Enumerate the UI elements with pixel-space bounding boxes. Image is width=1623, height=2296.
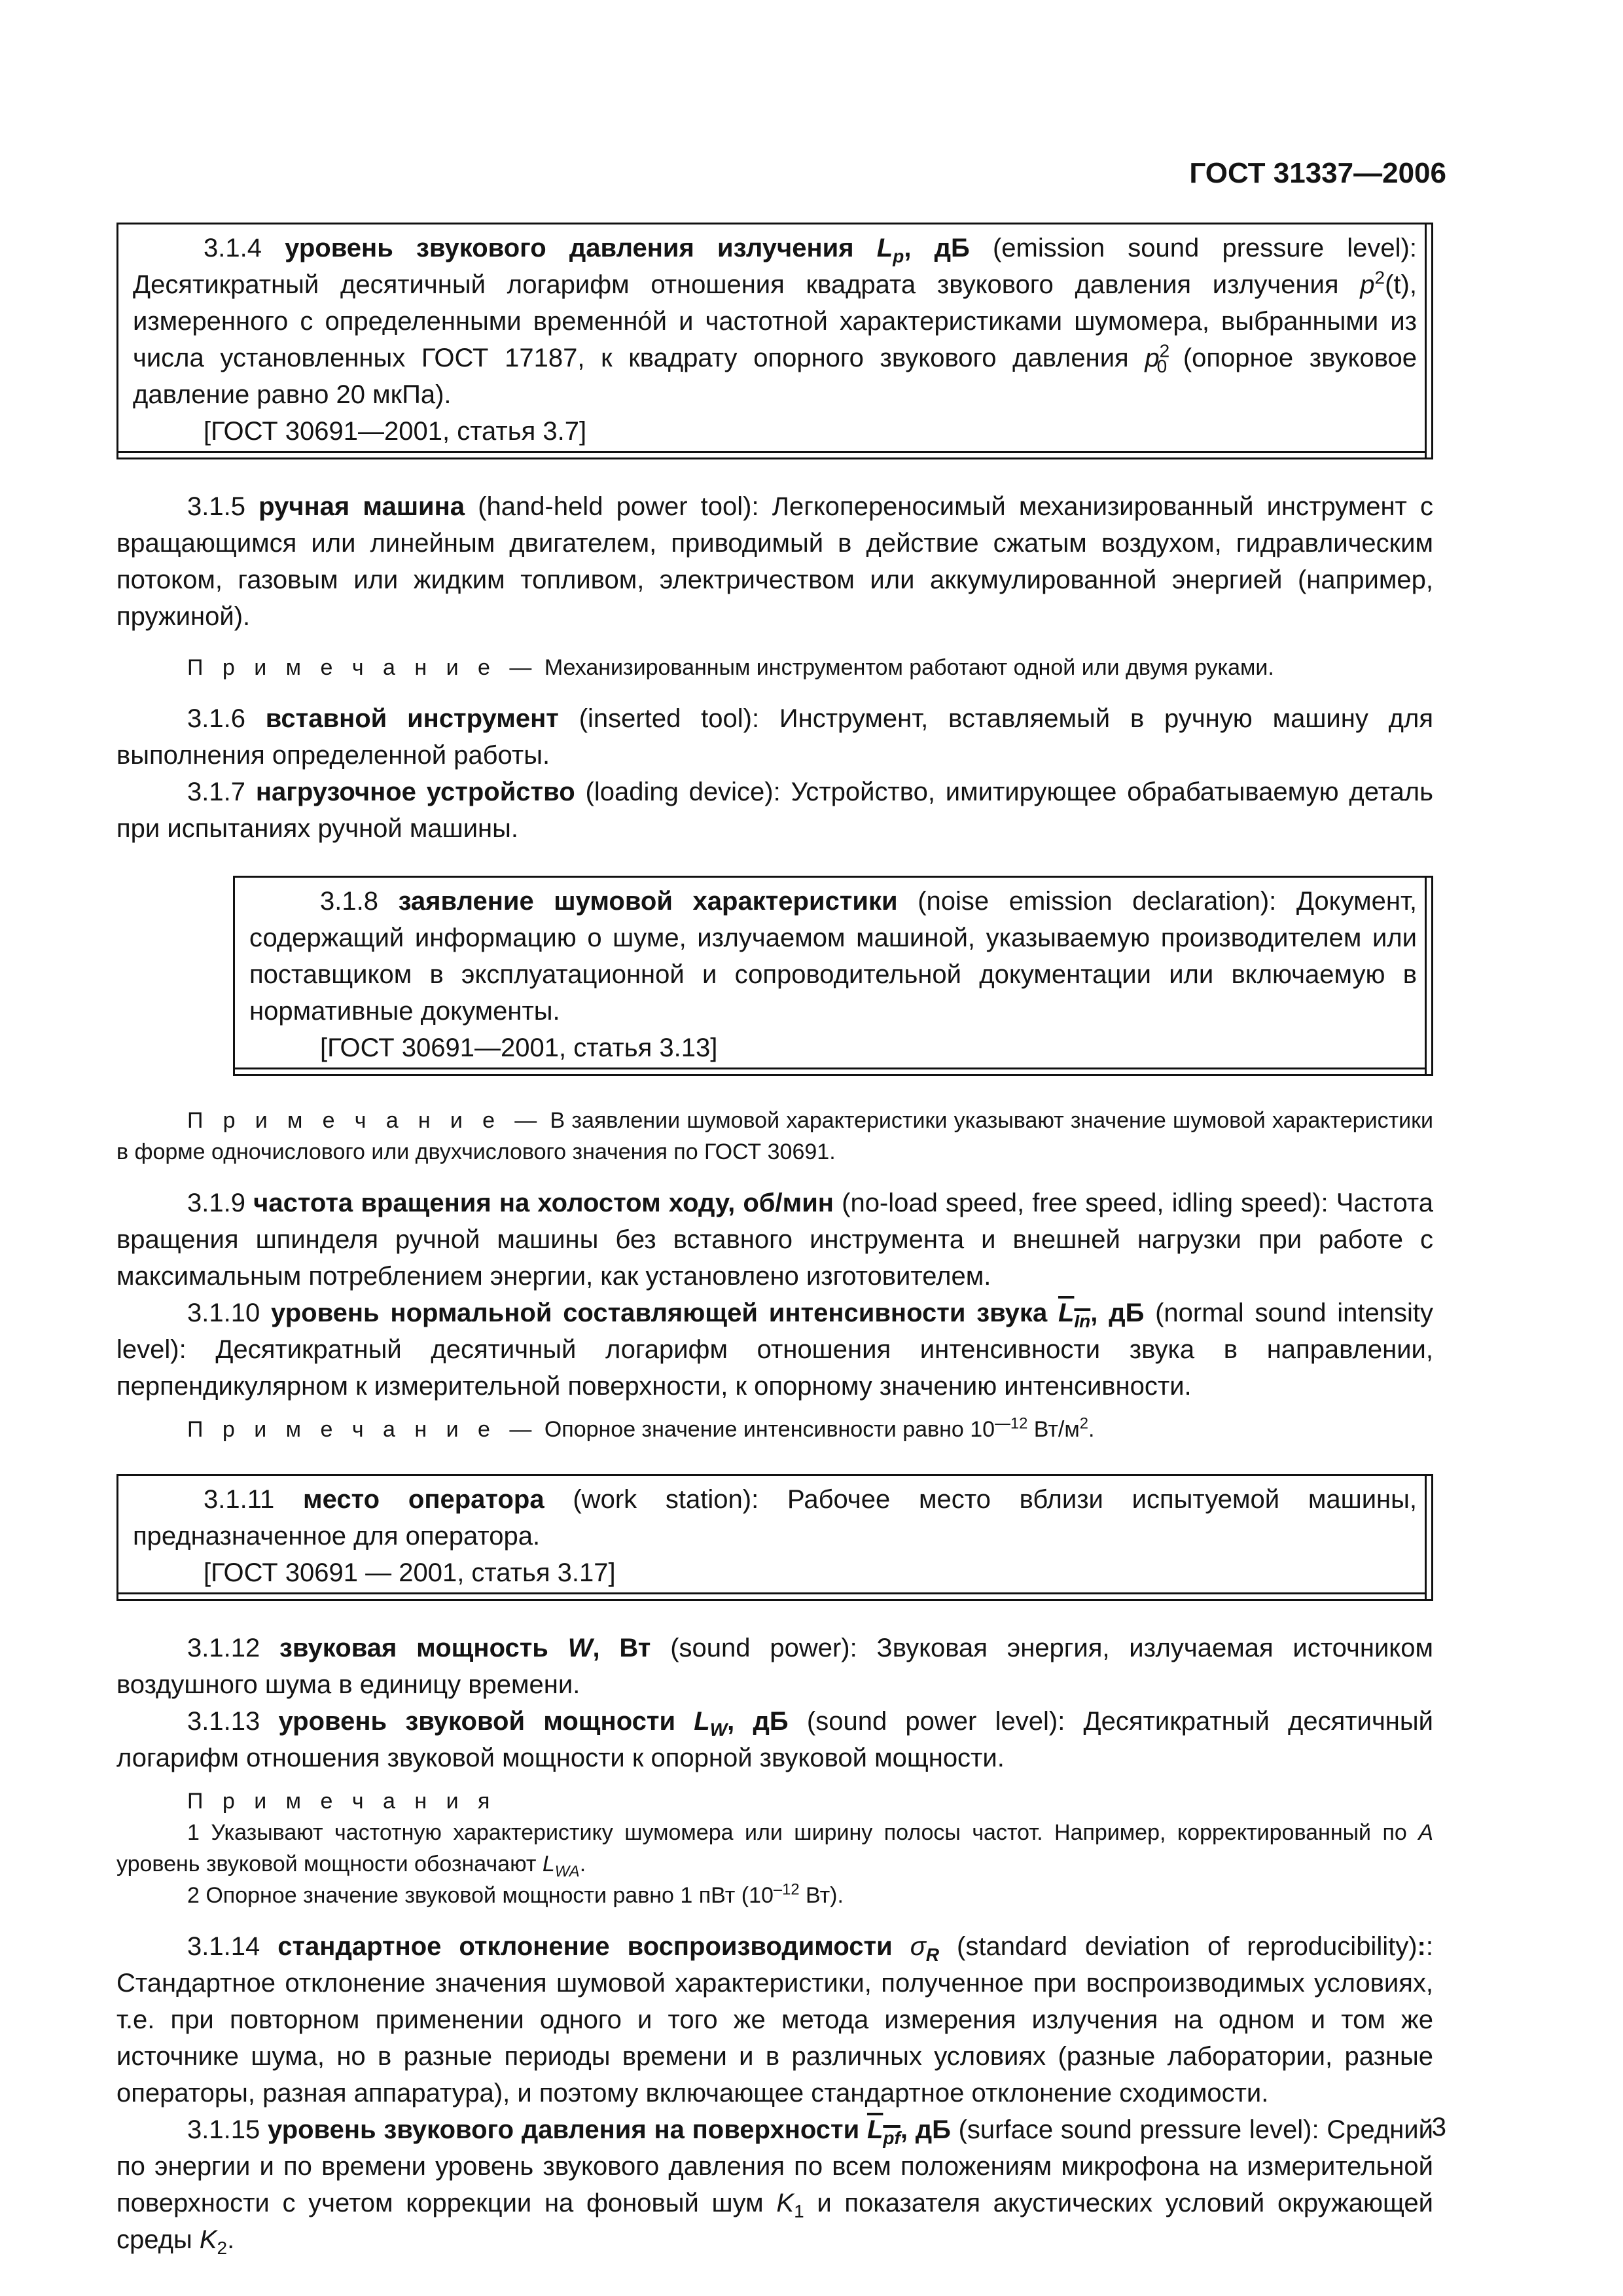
term-3-1-6: 3.1.6 вставной инструмент (inserted tool): Инструмент, вставляемый в ручную машину для выполнения определенной работы. (116, 704, 1434, 770)
term-3-1-8: 3.1.8 заявление шумовой характеристики (noise emission declaration): Документ, содержащий информацию о шуме, излучаемом машиной, указываемую производителем или поставщиком в эксплуатационной и сопроводительной документации или включаемую в нормативные документы. (249, 887, 1417, 1026)
term-3-1-9: 3.1.9 частота вращения на холостом ходу, об/мин (no-load speed, free speed, idling speed): Частота вращения шпинделя ручной машины без вставного инструмента и внешней нагрузки при работе с максимальным потреблением энергии, как установлено изготовителем. (116, 1189, 1433, 1291)
term-3-1-4: 3.1.4 уровень звукового давления излучения $L_p$, дБ (emission sound pressure level): Десятикратный десятичный логарифм отношения квадрата звукового давления излучения $p^2(t)$, измеренного с определенными временно́й и частотной характеристиками шумомера, выбранными из числа установленных ГОСТ 17187, к квадрату опорного звукового давления $p^2_0$ (опорное звуковое давление равно 20 мкПа). (133, 234, 1417, 409)
term-3-1-15: 3.1.15 уровень звукового давления на поверхности $L_{pf}$, дБ (surface sound pressure level): Средний по энергии и по времени уровень звукового давления по всем положениям микрофона на измерительной поверхности с учетом коррекции на фоновый шум $K_1$ и показателя акустических условий окружающей среды $K_2$. (116, 2115, 1433, 2258)
document-header: ГОСТ 31337—2006 (1189, 157, 1446, 189)
page-number: 3 (1431, 2113, 1446, 2142)
term-box-3-1-11 (116, 1474, 1433, 1601)
term-reference: [ГОСТ 30691 — 2001, статья 3.17] (204, 1558, 616, 1587)
note-3-1-13-1: 1 Указывают частотную характеристику шумомера или ширину полосы частот. Например, корректированный по А уровень звуковой мощности обозначают $L_{WA}$. (116, 1820, 1433, 1880)
term-reference: [ГОСТ 30691—2001, статья 3.7] (204, 417, 587, 446)
note-3-1-8: П р и м е ч а н и е — В заявлении шумовой характеристики указывают значение шумовой характеристики в форме одночислового или двухчислового значения по ГОСТ 30691. (116, 1108, 1433, 1164)
term-title: уровень звукового давления излучения (285, 234, 854, 262)
note-3-1-10: П р и м е ч а н и е — Опорное значение интенсивности равно $10^{—12}$ $Вт/м^2$. (187, 1414, 1095, 1442)
term-box-3-1-8 (233, 876, 1433, 1076)
notes-label: П р и м е ч а н и я (187, 1789, 497, 1814)
term-3-1-13: 3.1.13 уровень звуковой мощности $L_W$, дБ (sound power level): Десятикратный десятичный логарифм отношения звуковой мощности к опорной звуковой мощности. (116, 1707, 1433, 1772)
term-3-1-14: 3.1.14 стандартное отклонение воспроизводимости $\sigma_R$ (standard deviation of reproducibility):: Стандартное отклонение значения шумовой характеристики, полученное при воспроизводимых условиях, т.е. при повторном применении одного и того же метода измерения излучения на одном и том же источнике шума, но в разные периоды времени и в различных условиях (разные лаборатории, разные операторы, разная аппаратура), и поэтому включающее стандартное отклонение сходимости. (116, 1932, 1433, 2108)
term-3-1-5: 3.1.5 ручная машина (hand-held power tool): Легкопереносимый механизированный инструмент с вращающимся или линейным двигателем, приводимый в действие сжатым воздухом, гидравлическим потоком, газовым или жидким топливом, электричеством или аккумулированной энергией (например, пружиной). (116, 492, 1433, 631)
term-box-3-1-4 (116, 223, 1433, 459)
note-3-1-13-2: 2 Опорное значение звуковой мощности равно 1 пВт ($10^{-12}$ Вт). (187, 1880, 844, 1908)
term-3-1-11: 3.1.11 место оператора (work station): Рабочее место вблизи испытуемой машины, предназначенное для оператора. (133, 1485, 1418, 1551)
term-3-1-12: 3.1.12 звуковая мощность W, Вт (sound power): Звуковая энергия, излучаемая источником воздушного шума в единицу времени. (116, 1634, 1433, 1699)
document-body (116, 223, 1433, 2258)
note-3-1-5: П р и м е ч а н и е — Механизированным инструментом работают одной или двумя руками. (187, 655, 1274, 680)
term-3-1-10: 3.1.10 уровень нормальной составляющей интенсивности звука $L_{In}$, дБ (normal sound intensity level): Десятикратный десятичный логарифм отношения интенсивности звука в направлении, перпендикулярном к измерительной поверхности, к опорному значению интенсивности. (116, 1299, 1433, 1401)
term-reference: [ГОСТ 30691—2001, статья 3.13] (320, 1033, 718, 1062)
term-3-1-7: 3.1.7 нагрузочное устройство (loading device): Устройство, имитирующее обрабатываемую деталь при испытаниях ручной машины. (116, 778, 1433, 843)
